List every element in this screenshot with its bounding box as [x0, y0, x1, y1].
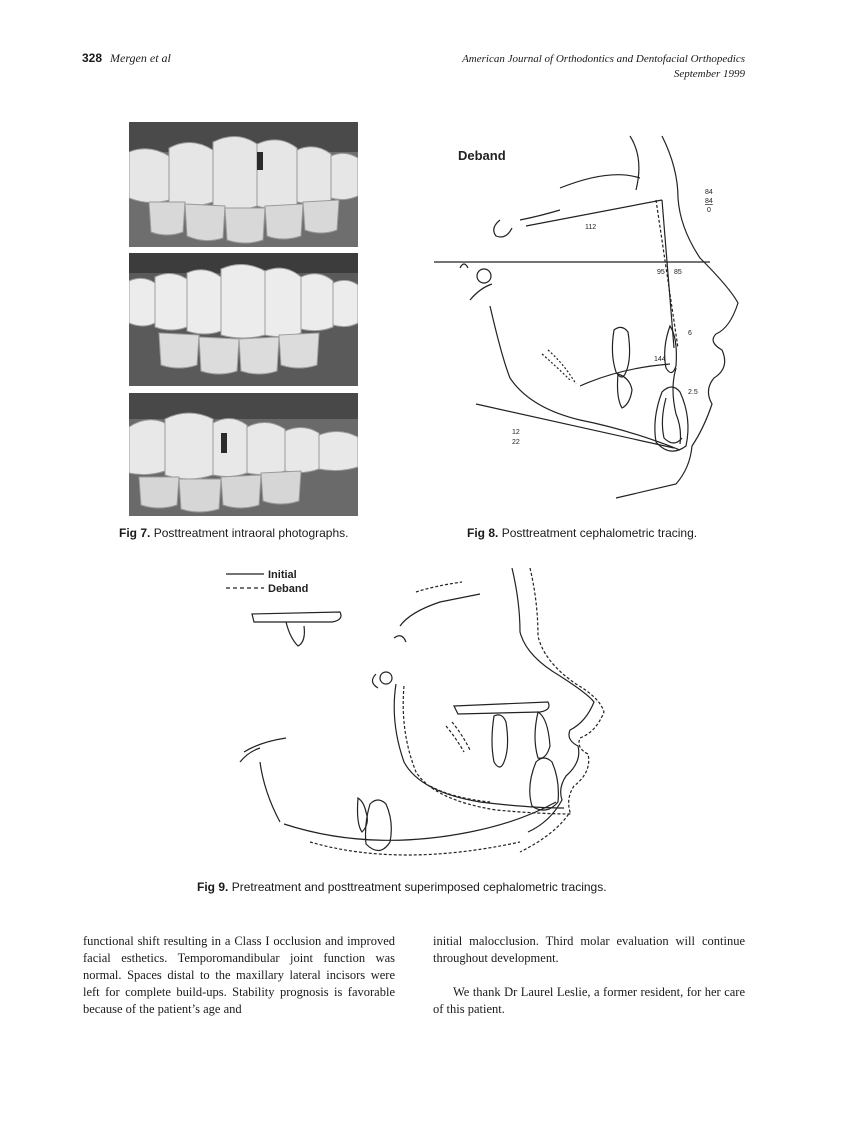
body-left-paragraph: functional shift resulting in a Class I occlusion and improved facial esthetics. Temporomandibular joint function was normal. Spaces distal to the maxillary lateral incisors were left for complete build-ups. Stability prognosis is favorable because of the patient’s age and — [83, 934, 395, 1016]
fig8-title: Deband — [458, 148, 506, 163]
intraoral-photo-frontal — [129, 253, 358, 386]
fig8-caption — [467, 526, 697, 540]
fig8-measure-1: 84 — [705, 189, 713, 196]
fig9-caption — [197, 880, 607, 894]
fig8-caption-text: Posttreatment cephalometric tracing. — [501, 526, 698, 540]
fig8-measure-5: 95 — [657, 269, 665, 276]
fig8-measure-10: 12 — [512, 429, 520, 436]
intraoral-photo-left — [129, 393, 358, 516]
page-number: 328 — [82, 51, 103, 65]
acknowledgement-paragraph: We thank Dr Laurel Leslie, a former resident, for her care of this patient. — [433, 985, 745, 1016]
body-right-column — [433, 933, 745, 1018]
fig9-caption-text: Pretreatment and posttreatment superimposed cephalometric tracings. — [231, 880, 607, 894]
legend-initial: Initial — [268, 569, 297, 581]
legend-deband: Deband — [268, 583, 309, 595]
fig7-label: Fig 7. — [119, 526, 151, 540]
journal-title: American Journal of Orthodontics and Dentofacial Orthopedics — [462, 53, 745, 65]
fig8-measure-4: 112 — [585, 224, 597, 231]
fig7-caption-text: Posttreatment intraoral photographs. — [153, 526, 349, 540]
fig8-measure-6: 85 — [674, 269, 682, 276]
fig8-measure-11: 22 — [512, 439, 520, 446]
issue-date: September 1999 — [673, 68, 745, 80]
fig8-measure-8: 144 — [654, 356, 666, 363]
fig8-measure-2: 84 — [705, 198, 713, 205]
running-journal — [462, 52, 745, 82]
intraoral-photo-right — [129, 122, 358, 247]
fig8-measure-9: 2.5 — [688, 389, 698, 396]
fig8-cephalometric-tracing — [430, 128, 750, 506]
running-authors: Mergen et al — [110, 51, 171, 65]
body-right-paragraph-1: initial malocclusion. Third molar evaluation will continue throughout development. — [433, 934, 745, 965]
fig8-measure-3: 0 — [707, 207, 711, 214]
fig9-superimposed-tracings — [220, 562, 620, 870]
body-left-column — [83, 933, 395, 1018]
fig9-label: Fig 9. — [197, 880, 229, 894]
fig8-measure-7: 6 — [688, 330, 692, 337]
fig7-caption — [119, 526, 348, 540]
fig8-label: Fig 8. — [467, 526, 499, 540]
